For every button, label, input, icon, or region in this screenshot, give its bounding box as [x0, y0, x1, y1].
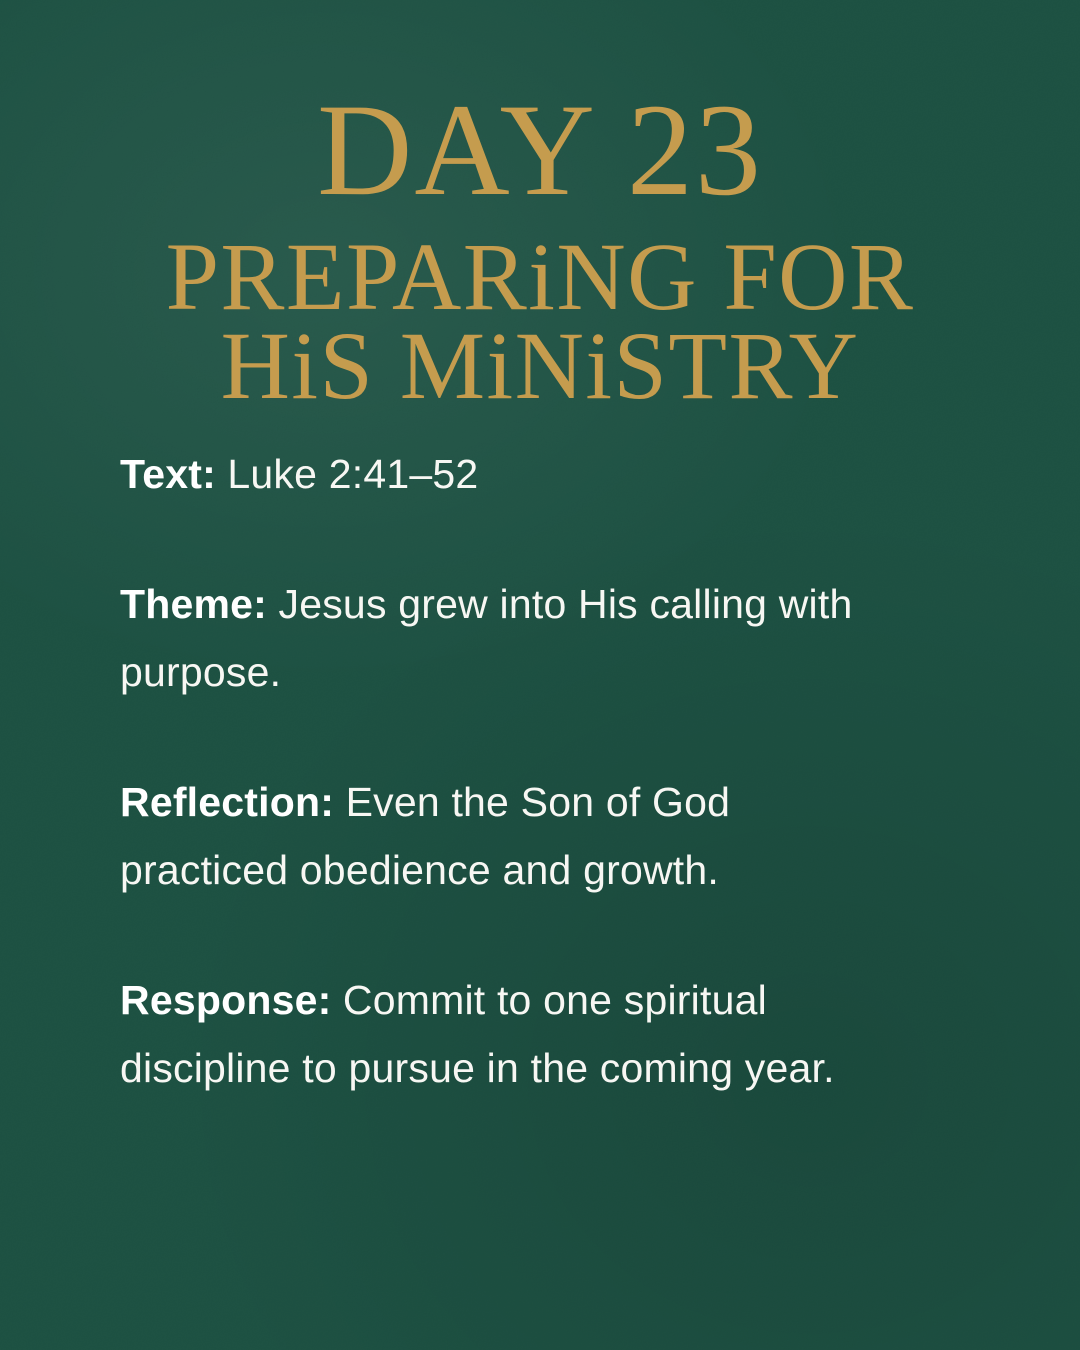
devotional-sections: [120, 440, 984, 1164]
section-reflection-label: Reflection:: [120, 779, 335, 825]
section-theme-label: Theme:: [120, 581, 268, 627]
section-theme: [120, 570, 890, 706]
series-title: [0, 223, 1080, 420]
section-text-value: Luke 2:41–52: [227, 451, 479, 497]
header: [0, 76, 1080, 420]
section-reflection: [120, 768, 890, 904]
section-response-label: Response:: [120, 977, 332, 1023]
day-title: DAY 23: [317, 76, 763, 223]
section-response-value: Commit to one spiritual discipline to pursue in the coming year.: [120, 977, 835, 1091]
section-theme-value: Jesus grew into His calling with purpose.: [120, 581, 853, 695]
series-title-line2: HiS MiNiSTRY: [220, 312, 860, 420]
section-response: [120, 966, 890, 1102]
series-title-line1: PREPARiNG FOR: [165, 223, 915, 330]
section-text: [120, 440, 890, 508]
section-reflection-value: Even the Son of God practiced obedience and growth.: [120, 779, 731, 893]
section-text-label: Text:: [120, 451, 216, 497]
